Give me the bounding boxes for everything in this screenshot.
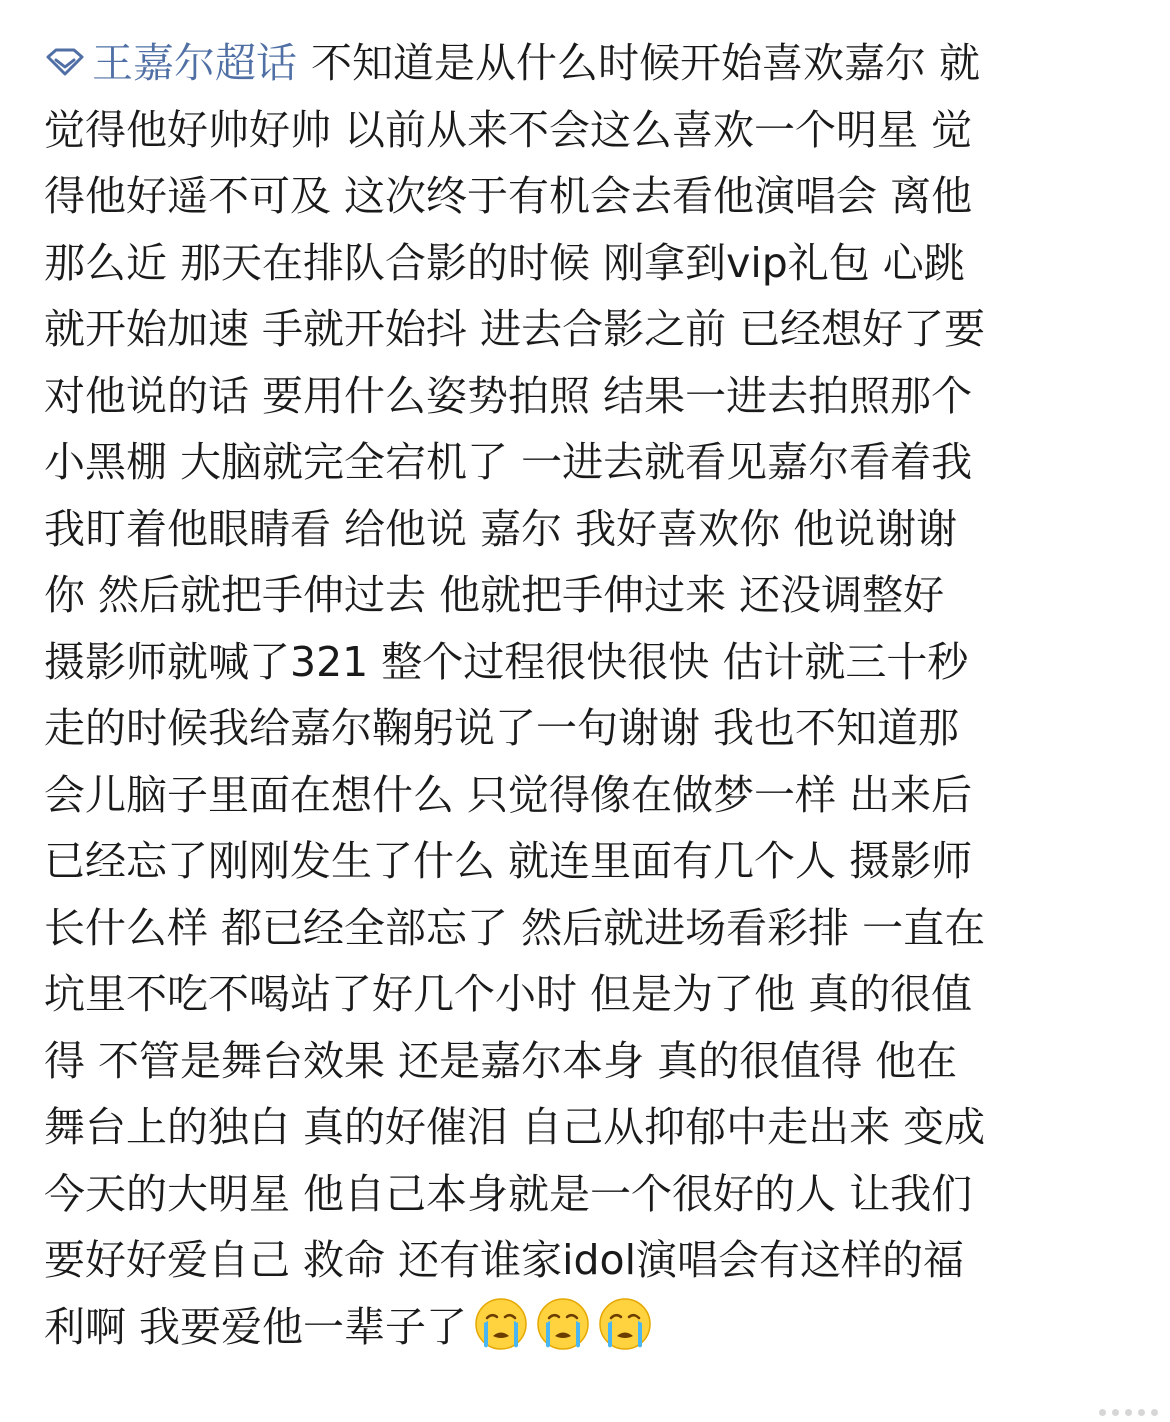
post-text-line: 你 然后就把手伸过去 他就把手伸过来 还没调整好: [44, 571, 945, 619]
crying-face-icon: [597, 1296, 653, 1352]
crying-face-icon: [473, 1296, 529, 1352]
watermark-dot: [1138, 1409, 1145, 1416]
post-text-line: 得 不管是舞台效果 还是嘉尔本身 真的很值得 他在: [44, 1036, 958, 1085]
watermark-dots: [1099, 1409, 1158, 1416]
post-text-line: 我盯着他眼睛看 给他说 嘉尔 我好喜欢你 他说谢谢: [44, 504, 958, 553]
post-text-line: 摄影师就喊了321 整个过程很快很快 估计就三十秒: [44, 637, 969, 686]
post-text-line: 今天的大明星 他自己本身就是一个很好的人 让我们: [44, 1169, 973, 1218]
watermark-dot: [1151, 1409, 1158, 1416]
post-last-line: [44, 1294, 1126, 1361]
crying-face-icon: [535, 1296, 591, 1352]
watermark-dot: [1125, 1409, 1132, 1416]
post-text-line: 坑里不吃不喝站了好几个小时 但是为了他 真的很值: [44, 970, 973, 1018]
post-text-line: 不知道是从什么时候开始喜欢嘉尔 就: [311, 39, 981, 87]
watermark-dot: [1099, 1409, 1106, 1416]
post-text-line: 小黑棚 大脑就完全宕机了 一进去就看见嘉尔看着我: [44, 438, 973, 486]
post-text-line: 对他说的话 要用什么姿势拍照 结果一进去拍照那个: [44, 371, 973, 420]
post-text-line: 会儿脑子里面在想什么 只觉得像在做梦一样 出来后: [44, 770, 973, 819]
post-text-line: 已经忘了刚刚发生了什么 就连里面有几个人 摄影师: [44, 837, 973, 885]
post-line-1: [44, 30, 1126, 97]
post-text-line: 就开始加速 手就开始抖 进去合影之前 已经想好了要: [44, 305, 986, 353]
post-text-line: 觉得他好帅好帅 以前从来不会这么喜欢一个明星 觉: [44, 105, 973, 154]
watermark-dot: [1112, 1409, 1119, 1416]
post-text-line: 得他好遥不可及 这次终于有机会去看他演唱会 离他: [44, 172, 973, 220]
post-text-line: 舞台上的独白 真的好催泪 自己从抑郁中走出来 变成: [44, 1103, 986, 1151]
post-text-line: 走的时候我给嘉尔鞠躬说了一句谢谢 我也不知道那: [44, 704, 960, 752]
post-body: [44, 30, 1126, 1360]
post-text-line: 长什么样 都已经全部忘了 然后就进场看彩排 一直在: [44, 903, 986, 952]
post-text-line: 要好好爱自己 救命 还有谁家idol演唱会有这样的福: [44, 1236, 964, 1284]
post-text-line: 利啊 我要爱他一辈子了: [44, 1302, 468, 1351]
post-text-line: 那么近 那天在排队合影的时候 刚拿到vip礼包 心跳: [44, 238, 965, 287]
super-topic-label: 王嘉尔超话: [92, 39, 297, 87]
diamond-topic-icon: [44, 47, 86, 77]
super-topic-link[interactable]: [44, 39, 297, 87]
